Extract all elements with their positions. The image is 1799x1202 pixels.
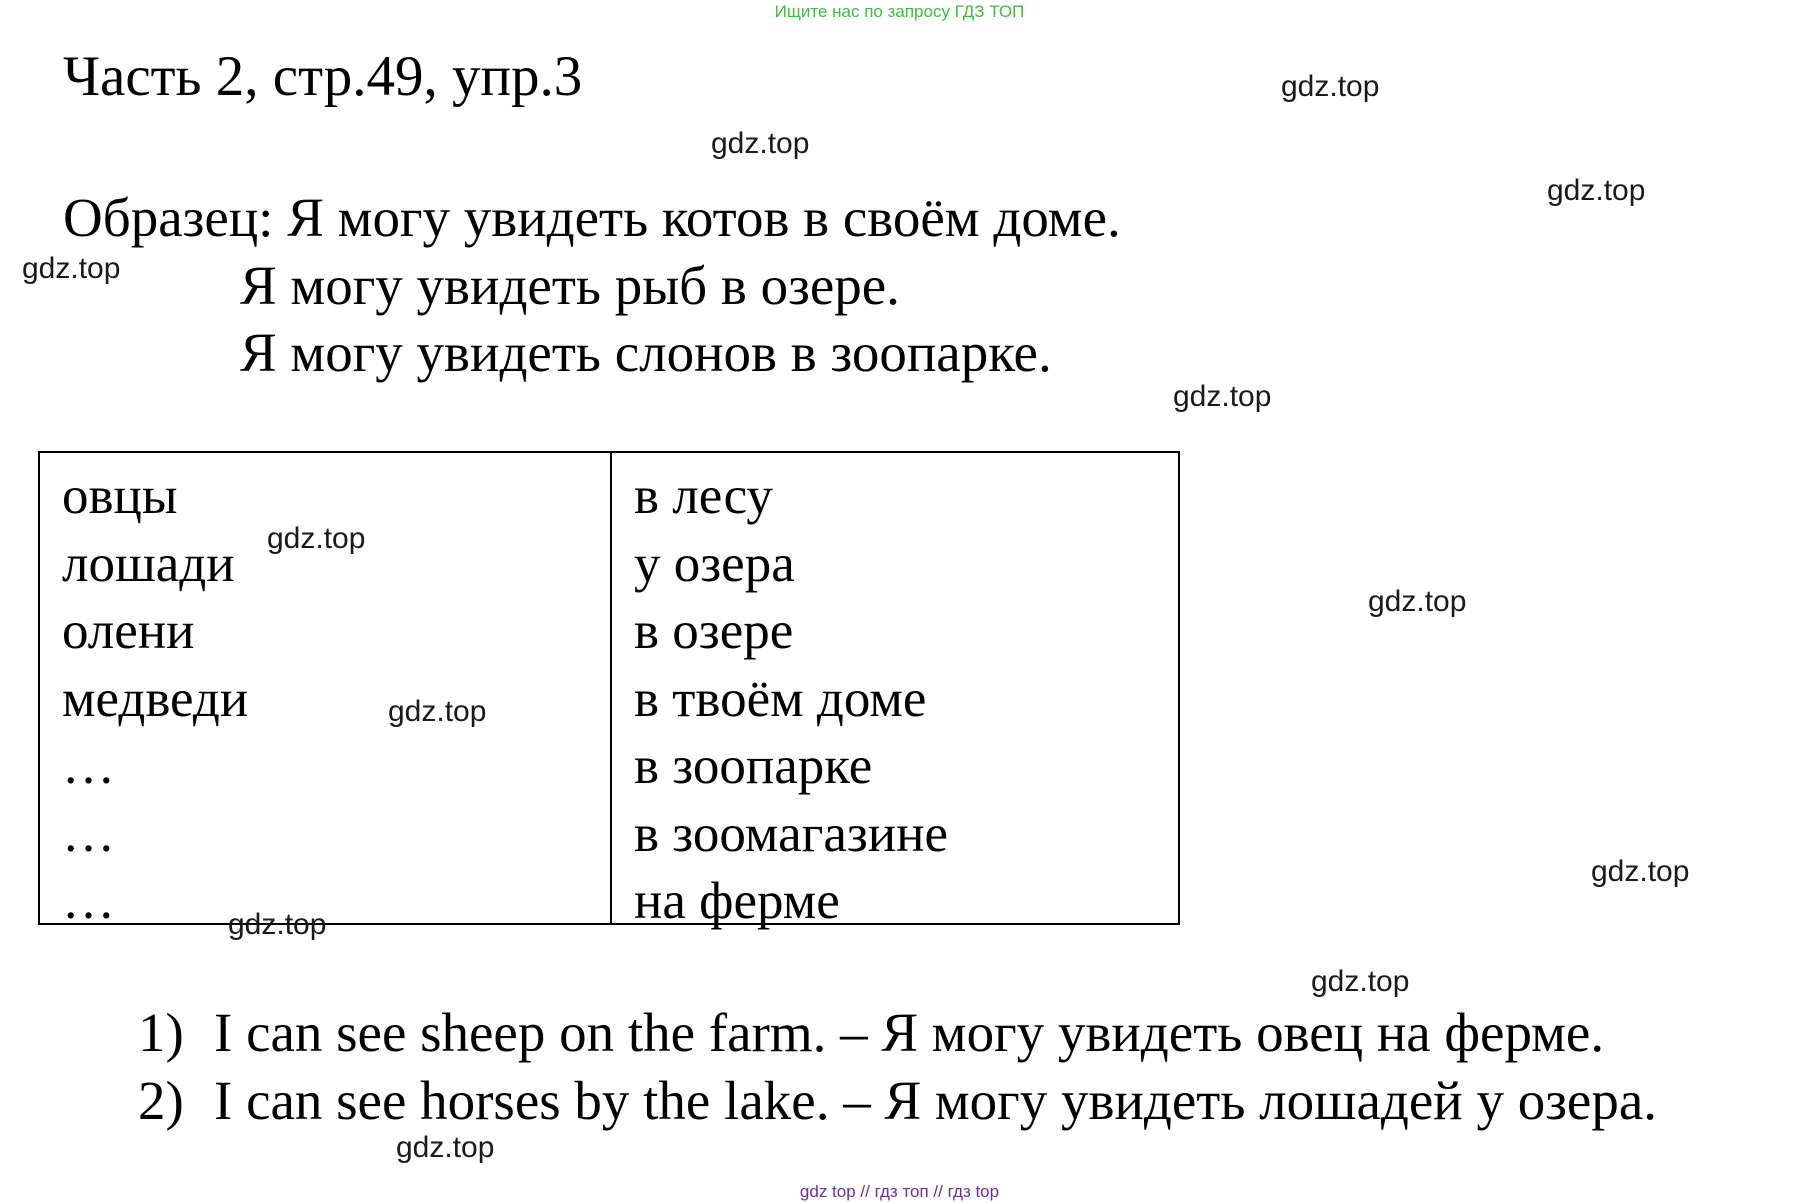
table-column-animals xyxy=(62,463,248,936)
watermark: gdz.top xyxy=(396,1131,495,1164)
table-cell-place: у озера xyxy=(634,534,795,593)
table-cell-place: в твоём доме xyxy=(634,669,927,728)
table-cell-place: на ферме xyxy=(634,872,840,930)
answer-number: 1) xyxy=(138,1002,184,1063)
watermark: gdz.top xyxy=(711,127,810,160)
footer-watermark: gdz top // гдз топ // гдз top xyxy=(799,1182,1000,1201)
top-banner: Ищите нас по запросу ГДЗ ТОП xyxy=(774,2,1025,21)
answer-2 xyxy=(138,1070,1657,1131)
watermark: gdz.top xyxy=(1311,965,1410,998)
watermark: gdz.top xyxy=(1173,380,1272,413)
watermark: gdz.top xyxy=(228,908,327,941)
sample-line-2: Я могу увидеть рыб в озере. xyxy=(240,255,900,316)
table-column-divider xyxy=(610,453,612,923)
answer-text: I can see horses by the lake. – Я могу увидеть лошадей у озера. xyxy=(214,1070,1657,1131)
answer-text: I can see sheep on the farm. – Я могу увидеть овец на ферме. xyxy=(214,1002,1605,1063)
table-cell-animal: олени xyxy=(62,602,195,660)
table-cell-animal: медведи xyxy=(62,669,249,728)
watermark: gdz.top xyxy=(22,252,121,285)
page-title: Часть 2, стр.49, упр.3 xyxy=(63,45,583,108)
sample-line-3: Я могу увидеть слонов в зоопарке. xyxy=(240,322,1052,383)
table-cell-place: в озере xyxy=(634,602,794,660)
word-table xyxy=(38,451,1180,930)
answer-1 xyxy=(138,1002,1605,1063)
watermark: gdz.top xyxy=(267,522,366,555)
watermark: gdz.top xyxy=(1368,585,1467,618)
table-column-places xyxy=(634,463,948,936)
watermark: gdz.top xyxy=(388,695,487,728)
watermark: gdz.top xyxy=(1281,70,1380,103)
answer-number: 2) xyxy=(138,1070,184,1131)
table-cell-place: в лесу xyxy=(634,467,773,525)
table-cell-place: в зоомагазине xyxy=(634,804,949,863)
watermark: gdz.top xyxy=(1591,855,1690,888)
table-cell-place: в зоопарке xyxy=(634,737,873,795)
sample-line-1: Образец: Я могу увидеть котов в своём доме. xyxy=(63,187,1121,248)
table-cell-animal: … xyxy=(62,737,115,795)
table-cell-animal: лошади xyxy=(62,534,235,593)
watermark: gdz.top xyxy=(1547,174,1646,207)
table-cell-animal: … xyxy=(62,804,115,863)
table-cell-animal: овцы xyxy=(62,467,178,525)
table-cell-animal: … xyxy=(62,872,115,930)
